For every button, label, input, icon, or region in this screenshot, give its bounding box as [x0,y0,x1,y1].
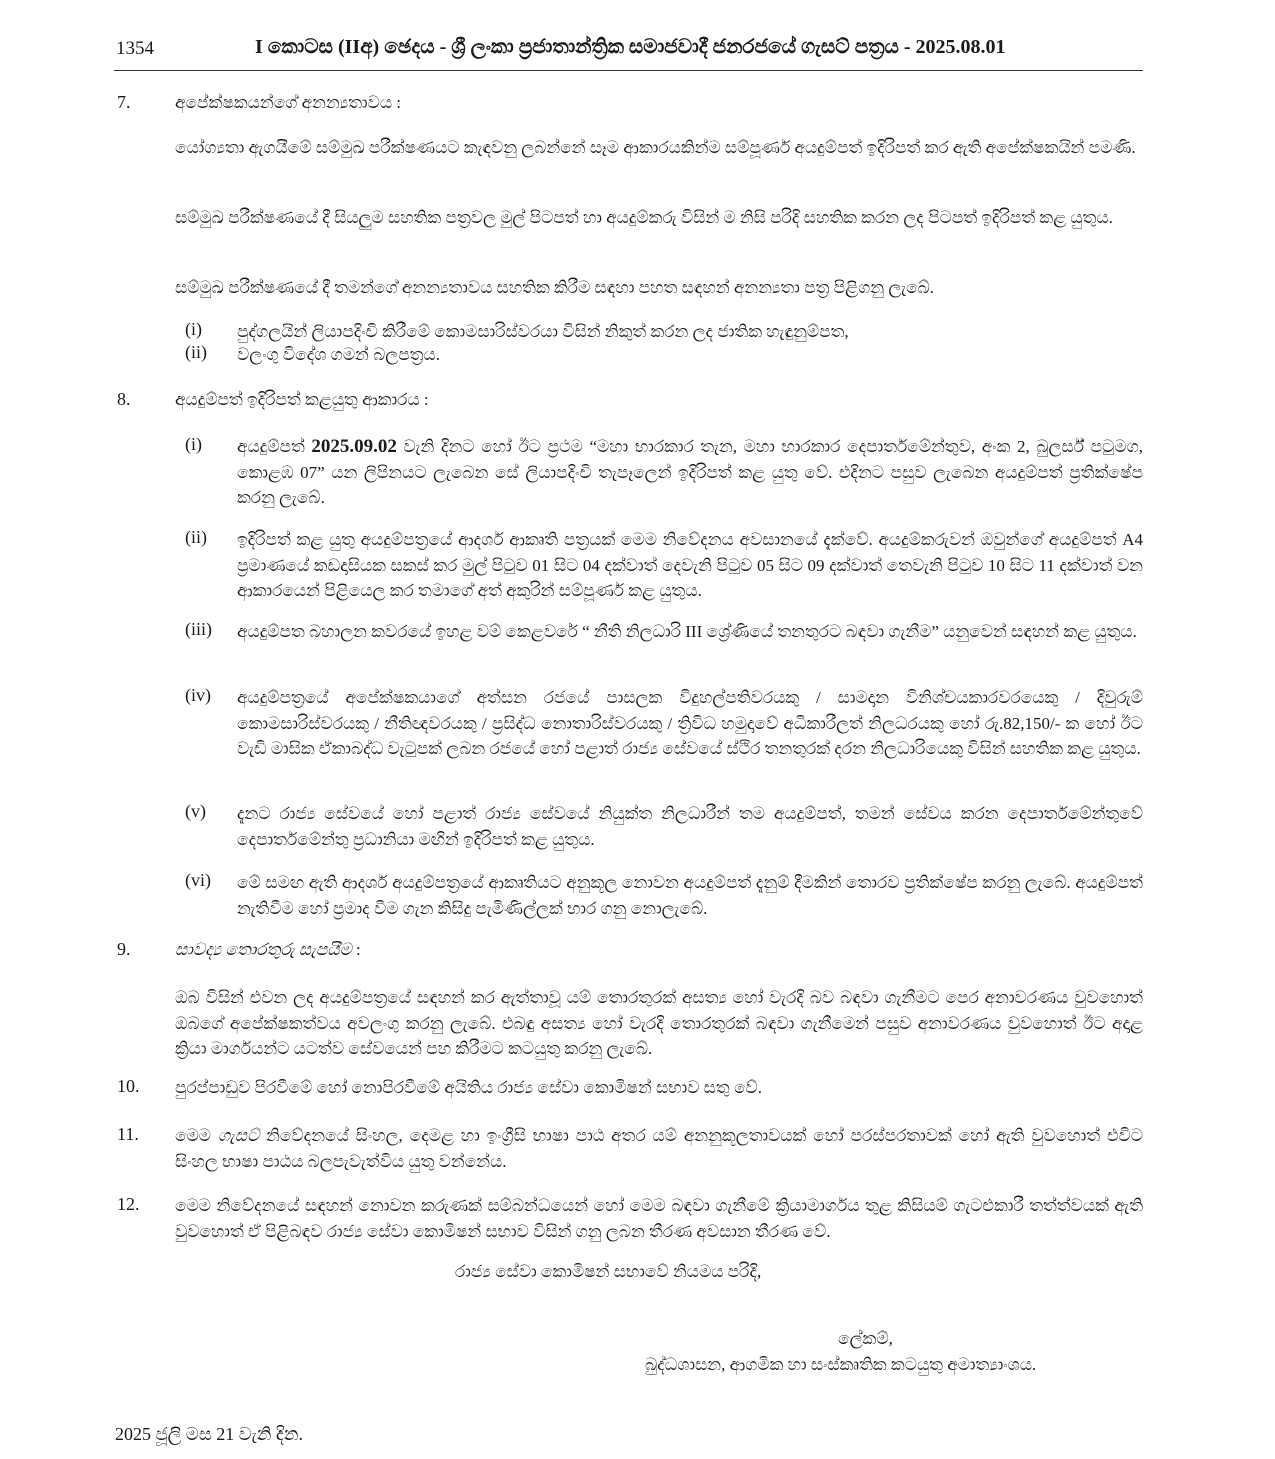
section-7-paragraph-1: යෝග්‍යතා ඇගයීමේ සම්මුඛ පරීක්ෂණයට කැඳවනු ලබන්නේ සෑම ආකාරයකින්ම සම්පූර්ණ අයදුම්පත් ඉදිරිපත් කර ඇති අපේක්ෂකයින් පමණි. [175,138,1136,157]
section-12-paragraph: මෙම නිවේදනයේ සඳහන් නොවන කරුණක් සම්බන්ධයෙන් හෝ මෙම බඳවා ගැනීමේ ක්‍රියාමාර්ගය තුළ කිසියම් ගැටළුකාරී තත්ත්වයක් ඇති වුවහොත් ඒ පිළිබඳව රාජ්‍ය සේවා කොමිෂන් සභාව විසින් ගනු ලබන තීරණ අවසාන තීරණ වේ. [175,1196,1143,1241]
section-11-number: 11. [117,1124,139,1144]
section-8-item-label: (i) [185,434,202,454]
gazette-header-title: I කොටස (IIඅ) ඡෙදය - ශ්‍රී ලංකා ප්‍රජාතාන්ත්‍රික සමාජවාදී ජනරජයේ ගැසට් පත්‍රය - 2025.08.01 [255,36,1006,58]
section-8-item-label: (vi) [185,870,211,890]
section-8-item-label: (iii) [185,619,212,639]
header-divider [114,70,1143,71]
section-10-number: 10. [117,1076,140,1096]
section-8-item-label: (v) [185,801,206,821]
section-7-item-text: පුද්ගලයින් ලියාපදිංචි කිරීමේ කොමසාරිස්වරයා විසින් නිකුත් කරන ලද ජාතික හැඳුනුම්පත, [237,322,849,341]
section-9-heading-text: සාවද්‍ය තොරතුරු සැපයීම [175,940,352,959]
signatory-title: ලේකම්, [838,1329,893,1348]
section-8-item-text: අයදුම්පත්‍රයේ අපේක්ෂකයාගේ අත්සන රජයේ පාසලක විදුහල්පතිවරයකු / සාමදාන විනිශ්චයකාරවරයෙකු / දිවුරුම් කොමසාරිස්වරයකු / නීතිඥවරයකු / ප්‍රසිද්ධ නොතාරිස්වරයකු / ත්‍රිවිධ හමුදාවේ අධිකාරීලත් නිලධරයකු හෝ රු.82,150/- ක හෝ ඊට වැඩි මාසික ඒකාබද්ධ වැටුපක් ලබන රජයේ හෝ පළාත් රාජ්‍ය සේවයේ ස්ථිර තනතුරක් දරන නිලධාරියෙකු විසින් සහතික කළ යුතුය. [237,688,1143,758]
text-rest: නිවේදනයේ සිංහල, දෙමළ හා ඉංග්‍රීසි භාෂා පාඨ අතර යම් අනනුකූලතාවයක් හෝ පරස්පරතාවක් හෝ ඇති වුවහොත් එවිට සිංහල භාෂා පාඨය බලපැවැත්විය යුතු වන්නේය. [175,1126,1143,1171]
page-number: 1354 [116,38,154,59]
section-8-item-text: ඉදිරිපත් කළ යුතු අයදුම්පත්‍රයේ ආදර්ශ ආකෘති පත්‍රයක් මෙම නිවේදනය අවසානයේ දැක්වේ. අයදුම්කරුවන් ඔවුන්ගේ අයදුම්පත් A4 ප්‍රමාණයේ කඩදාසියක සකස් කර මුල් පිටුව 01 සිට 04 දක්වාත් දෙවැනි පිටුව 05 සිට 09 දක්වාත් තෙවැනි පිටුව 10 සිට 11 දක්වාත් වන ආකාරයෙන් පිළියෙල කර තමාගේ අත් අකුරින් සම්පූර්ණ කළ යුතුය. [237,530,1143,600]
section-7-item-text: වලංගු විදේශ ගමන් බලපත්‍රය. [237,345,441,364]
section-9-number: 9. [117,939,131,959]
item-text-start: අයදුම්පත් [237,437,312,456]
section-8-item-text: මේ සමඟ ඇති ආදර්ශ අයදුම්පත්‍රයේ ආකෘතියට අනුකූල නොවන අයදුම්පත් දැනුම් දීමකින් තොරව ප්‍රතික්ෂේප කරනු ලැබේ. අයදුම්පත් නැතිවීම හෝ ප්‍රමාද වීම ගැන කිසිදු පැමිණිල්ලක් භාර ගනු නොලැබේ. [237,873,1143,918]
section-10-paragraph: පුරප්පාඩුව පිරවීමේ හෝ නොපිරවීමේ අයිතිය රාජ්‍ය සේවා කොමිෂන් සභාව සතු වේ. [175,1078,762,1097]
closing-date: 2025.09.02 [311,436,397,457]
text-start: මෙම [175,1126,218,1145]
section-11-paragraph [175,1123,1143,1174]
section-9-heading [175,940,361,960]
section-7-heading: අපේක්ෂකයන්ගේ අනන්‍යතාවය : [175,93,402,112]
section-7-item-label: (i) [185,319,202,339]
section-8-item-text: දැනට රාජ්‍ය සේවයේ හෝ පළාත් රාජ්‍ය සේවයේ නියුක්ත නිලධාරීන් තම අයදුම්පත්, තමන් සේවය කරන දෙපාර්තමේන්තුවේ දෙපාර්තමේන්තු ප්‍රධානියා මඟින් ඉදිරිපත් කළ යුතුය. [237,804,1143,849]
section-7-number: 7. [117,92,131,112]
closing-line: රාජ්‍ය සේවා කොමිෂන් සභාවේ නියමය පරිදි, [455,1262,762,1281]
section-12-number: 12. [117,1194,140,1214]
section-7-paragraph-3: සම්මුඛ පරීක්ෂණයේ දී තමන්ගේ අනන්‍යතාවය සහතික කිරීම සඳහා පහත සඳහන් අනන්‍යතා පත්‍ර පිළිගනු ලැබේ. [175,278,935,297]
section-8-item-label: (ii) [185,527,207,547]
section-8-number: 8. [117,389,131,409]
section-9-paragraph: ඔබ විසින් එවන ලද අයදුම්පත්‍රයේ සඳහන් කර ඇත්තාවූ යම් තොරතුරක් අසත්‍ය හෝ වැරදි බව බඳවා ගැනීමට පෙර අනාවරණය වුවහොත් ඔබගේ අපේක්ෂකත්වය අවලංගු කරනු ලැබේ. එබඳු අසත්‍ය හෝ වැරදි තොරතුරක් බඳවා ගැනීමෙන් පසුව අනාවරණය වුවහොත් ඊට අදාළ ක්‍රියා මාර්ගයන්ට යටත්ව සේවයෙන් පහ කිරීමට කටයුතු කරනු ලැබේ. [175,988,1143,1058]
document-date: 2025 ජූලි මස 21 වැනි දින. [115,1424,303,1444]
section-8-item-text [237,434,1143,511]
section-8-heading: අයදුම්පත් ඉදිරිපත් කළයුතු ආකාරය : [175,390,429,409]
section-8-item-label: (iv) [185,685,211,705]
section-7-item-label: (ii) [185,342,207,362]
section-7-paragraph-2: සම්මුඛ පරීක්ෂණයේ දී සියලුම සහතික පත්‍රවල මුල් පිටපත් හා අයදුම්කරු විසින් ම නිසි පරිදි සහතික කරන ලද පිටපත් ඉදිරිපත් කළ යුතුය. [175,208,1113,227]
heading-colon: : [351,940,361,959]
signatory-ministry: බුද්ධශාසන, ආගමික හා සංස්කෘතික කටයුතු අමාත්‍යාංශය. [645,1355,1037,1374]
section-8-item-text: අයදුම්පත බහාලන කවරයේ ඉහළ වම් කෙළවරේ “ නීති නිලධාරි III ශ්‍රේණියේ තනතුරට බඳවා ගැනීම” යනුවෙන් සඳහන් කළ යුතුය. [237,622,1137,641]
item-text-rest: වැනි දිනට හෝ ඊට ප්‍රථම “මහා භාරකාර තැන, මහා භාරකාර දෙපාර්තමේන්තුව, අංක 2, බුලර්ස් පටුමග, කොළඹ 07” යන ලිපිනයට ලැබෙන සේ ලියාපදිංචි තැපෑලෙන් ඉදිරිපත් කළ යුතු වේ. එදිනට පසුව ලැබෙන අයදුම්පත් ප්‍රතික්ෂේප කරනු ලැබේ. [237,437,1143,507]
gazette-word: ගැසට් [217,1126,260,1145]
